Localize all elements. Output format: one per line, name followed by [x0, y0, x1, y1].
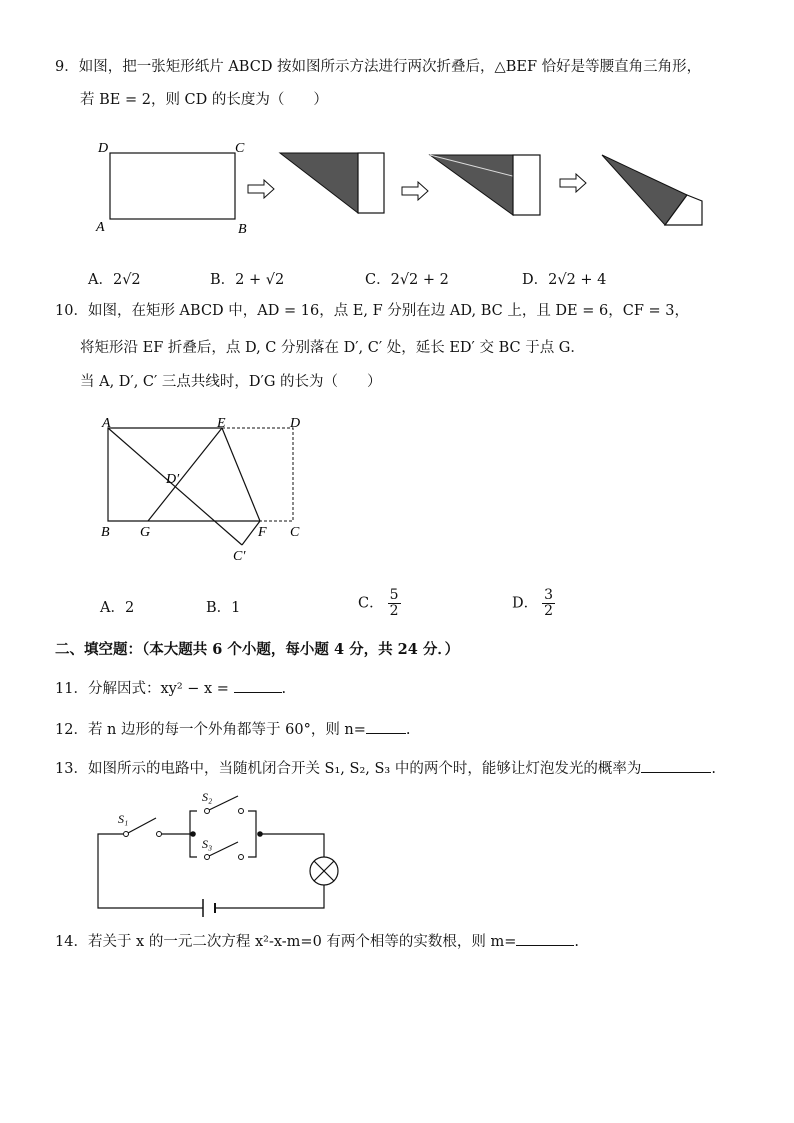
q12: [55, 719, 411, 740]
q13-answer-blank[interactable]: [641, 758, 711, 773]
q9-arrow-3: [560, 174, 586, 192]
q9-fold1-strip: [358, 153, 384, 213]
s1-lever: [128, 818, 156, 833]
s3-label: S₃: [202, 837, 213, 851]
branch-right-bracket: [248, 811, 256, 857]
s2-contact-right: [239, 809, 244, 814]
q10-option-c-num: 5: [389, 587, 399, 603]
q10-line-ec: [222, 428, 260, 521]
circuit-wire-to-lamp: [260, 834, 324, 857]
q10-label-d: D: [290, 416, 301, 431]
q10-label-e: E: [217, 416, 226, 431]
q10-option-a: A．2: [100, 600, 135, 616]
q10-option-d: [512, 588, 555, 619]
q10-option-c-fraction: [388, 588, 401, 619]
q9-label-c: C: [235, 141, 245, 156]
q10-option-c-den: 2: [389, 603, 399, 619]
q13-text: 13．如图所示的电路中，当随机闭合开关 S₁, S₂, S₃ 中的两个时，能够让灯泡发光的概率为: [55, 761, 642, 777]
q13-tail: .: [711, 761, 716, 777]
q9-option-a: A．2√2: [88, 272, 141, 288]
q14-answer-blank[interactable]: [516, 931, 574, 946]
q9-line2: 若 BE = 2，则 CD 的长度为（ ）: [80, 92, 328, 108]
q10-line-eg: [148, 428, 222, 521]
q10-line2: 将矩形沿 EF 折叠后，点 D, C 分别落在 D′, C′ 处，延长 ED′ 交 BC 于点 G．: [80, 340, 585, 356]
junction-left: [190, 831, 196, 837]
q12-text: 12．若 n 边形的每一个外角都等于 60°，则 n=: [55, 722, 366, 738]
circuit-wire-right: [215, 885, 324, 908]
s1-label: S₁: [118, 812, 129, 826]
q10-option-d-den: 2: [544, 603, 554, 619]
q14-tail: .: [574, 934, 580, 950]
q10-option-b: B．1: [206, 600, 241, 616]
q14-text: 14．若关于 x 的一元二次方程 x²-x-m=0 有两个相等的实数根，则 m=: [55, 934, 517, 950]
q10-rect-left: [108, 428, 260, 521]
s3-lever: [209, 842, 238, 856]
q12-answer-blank[interactable]: [366, 719, 406, 734]
q9-label-d: D: [98, 141, 109, 156]
q10-label-cp: C′: [233, 549, 246, 564]
s2-lever: [209, 796, 238, 810]
q14: [55, 931, 579, 952]
q9-option-c: C．2√2 + 2: [365, 272, 449, 288]
s1-contact-right: [157, 832, 162, 837]
q10-option-c: [358, 588, 401, 619]
q10-rect-dashed: [222, 428, 293, 521]
circuit-wire-left: [98, 834, 203, 908]
q10-option-d-num: 3: [544, 587, 554, 603]
q9-option-b: B．2 + √2: [210, 272, 285, 288]
q10-label-dp: D′: [166, 472, 180, 487]
q12-tail: .: [405, 722, 411, 738]
q9-fold1-triangle: [280, 153, 358, 213]
q10-label-a: A: [102, 416, 111, 431]
q9-figure: [90, 135, 730, 245]
q9-arrow-1: [248, 180, 274, 198]
s2-contact-left: [205, 809, 210, 814]
q10-option-d-prefix: D．: [512, 595, 539, 612]
section-2-heading: 二、填空题：（本大题共 6 个小题，每小题 4 分，共 24 分．）: [55, 641, 460, 658]
q10-line3: 当 A, D′, C′ 三点共线时，D′G 的长为（ ）: [80, 374, 382, 390]
q11: [55, 678, 286, 699]
q10-label-f: F: [258, 525, 267, 540]
q9-arrow-2: [402, 182, 428, 200]
q10-label-c: C: [290, 525, 300, 540]
s3-contact-right: [239, 855, 244, 860]
q9-fold2-strip: [513, 155, 540, 215]
q11-text: 11．分解因式：xy² − x =: [55, 681, 229, 697]
s1-contact-left: [124, 832, 129, 837]
q9-option-d: D．2√2 + 4: [522, 272, 607, 288]
q10-line1: 10．如图，在矩形 ABCD 中，AD = 16，点 E, F 分别在边 AD, BC 上，且 DE = 6，CF = 3，: [55, 303, 689, 319]
q13-circuit: [90, 782, 350, 922]
q9-line1: 9．如图，把一张矩形纸片 ABCD 按如图所示方法进行两次折叠后，△BEF 恰好是等腰直角三角形，: [55, 59, 702, 75]
q10-option-d-fraction: [542, 588, 555, 619]
s2-label: S₂: [202, 790, 213, 804]
q10-figure: [95, 415, 325, 565]
q10-label-b: B: [101, 525, 110, 540]
q9-rect-abcd: [110, 153, 235, 219]
s3-contact-left: [205, 855, 210, 860]
q11-answer-blank[interactable]: [234, 678, 282, 693]
q9-fold2-triangle: [430, 155, 513, 215]
q9-label-b: B: [238, 222, 247, 237]
q10-label-g: G: [140, 525, 151, 540]
q11-tail: .: [281, 681, 287, 697]
q9-label-a: A: [96, 220, 105, 235]
q13: [55, 758, 716, 779]
q10-option-c-prefix: C．: [358, 595, 384, 612]
